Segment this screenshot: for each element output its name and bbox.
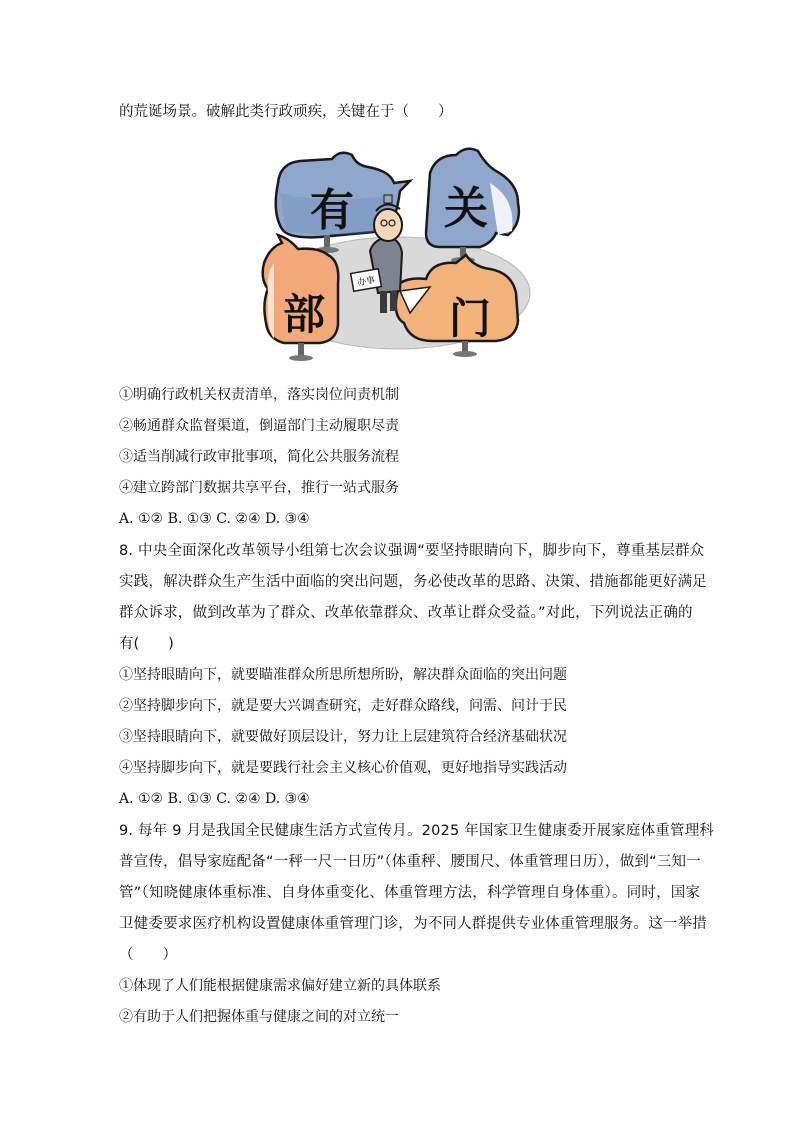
cartoon-illustration xyxy=(260,143,532,365)
q8-option-1: ①坚持眼睛向下，就要瞄准群众所思所想所盼，解决群众面临的突出问题 xyxy=(119,667,567,683)
question-stem-tail: 的荒诞场景。破解此类行政顽疾，关键在于（ ） xyxy=(119,104,453,120)
q9-stem-line-3: 管”（知晓健康体重标准、自身体重变化、体重管理方法，科学管理自身体重）。同时，国家 xyxy=(119,885,701,901)
sign-char-4: 门 xyxy=(448,294,492,343)
sign-char-2: 关 xyxy=(444,183,488,234)
q9-stem-line-5: （ ） xyxy=(119,947,177,963)
q7-option-2: ②畅通群众监督渠道，倒逼部门主动履职尽责 xyxy=(119,418,399,434)
sign-char-1: 有 xyxy=(310,185,354,236)
q9-stem-line-4: 卫健委要求医疗机构设置健康体重管理门诊，为不同人群提供专业体重管理服务。这一举措 xyxy=(119,916,707,932)
q8-option-4: ④坚持脚步向下，就是要践行社会主义核心价值观，更好地指导实践活动 xyxy=(119,760,567,776)
q7-answer-choices: A. ①② B. ①③ C. ②④ D. ③④ xyxy=(119,511,310,527)
q9-option-2: ②有助于人们把握体重与健康之间的对立统一 xyxy=(119,1009,399,1025)
q8-stem-line-1: 8. 中央全面深化改革领导小组第七次会议强调“要坚持眼睛向下，脚步向下，尊重基层群众 xyxy=(119,543,705,559)
q9-stem-line-2: 普宣传，倡导家庭配备“一秤一尺一日历”（体重秤、腰围尺、体重管理日历），做到“三知一 xyxy=(119,854,701,870)
q8-option-2: ②坚持脚步向下，就是要大兴调查研究，走好群众路线，问需、问计于民 xyxy=(119,698,567,714)
q8-stem-line-4: 有( ) xyxy=(119,636,174,652)
q7-option-1: ①明确行政机关权责清单，落实岗位问责机制 xyxy=(119,387,399,403)
q8-answer-choices: A. ①② B. ①③ C. ②④ D. ③④ xyxy=(119,791,310,807)
q7-option-3: ③适当削减行政审批事项，简化公共服务流程 xyxy=(119,449,399,465)
paper-label: 办事 xyxy=(356,275,377,289)
q8-stem-line-3: 群众诉求，做到改革为了群众、改革依靠群众、改革让群众受益。”对此，下列说法正确的 xyxy=(119,605,693,621)
q7-option-4: ④建立跨部门数据共享平台，推行一站式服务 xyxy=(119,480,399,496)
q8-stem-line-2: 实践，解决群众生产生活中面临的突出问题，务必使改革的思路、决策、措施都能更好满足 xyxy=(119,574,707,590)
q8-option-3: ③坚持眼睛向下，就要做好顶层设计，努力让上层建筑符合经济基础状况 xyxy=(119,729,567,745)
sign-char-3: 部 xyxy=(282,290,326,339)
q9-stem-line-1: 9. 每年 9 月是我国全民健康生活方式宣传月。2025 年国家卫生健康委开展家庭体重管理科 xyxy=(119,823,715,839)
q9-option-1: ①体现了人们能根据健康需求偏好建立新的具体联系 xyxy=(119,978,441,994)
